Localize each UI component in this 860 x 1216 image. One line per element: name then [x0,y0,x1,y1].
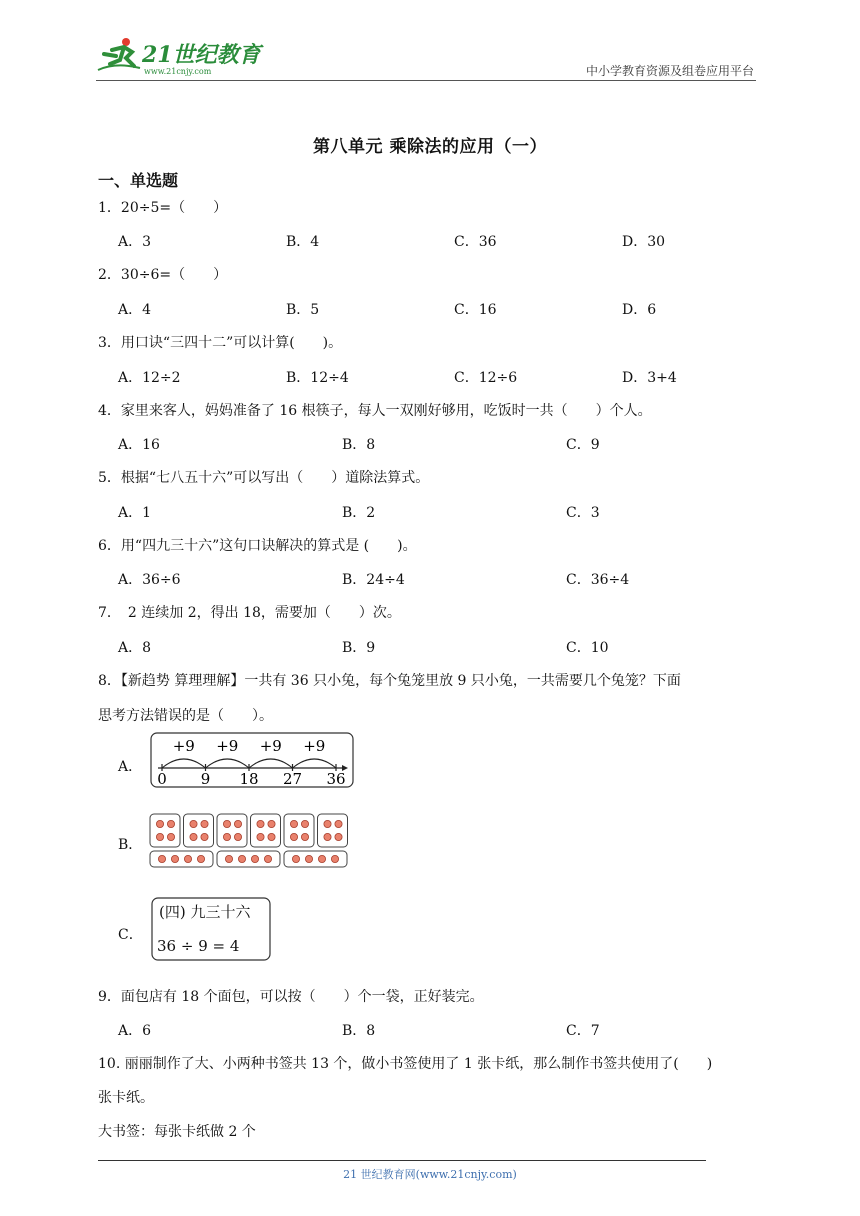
question-10-line-1: 10. 丽丽制作了大、小两种书签共 13 个，做小书签使用了 1 张卡纸，那么制作书签共使用了( ) [98,1056,713,1072]
question-8-line-1: 8．【新趋势 算理理解】一共有 36 只小兔，每个兔笼里放 9 只小兔，一共需要几个兔笼？下面 [98,673,681,689]
dot-group-box [184,814,214,847]
option-a: A．4 [118,302,152,318]
question-6: 6．用“四九三十六”这句口诀解决的算式是 ( )。 [98,538,417,554]
option-b: B．8 [342,437,376,453]
section-heading: 一、单选题 [98,171,179,190]
page-title: 第八单元 乘除法的应用（一） [313,137,547,157]
dot [190,820,197,827]
logo-text: 21世纪教育 [142,42,261,68]
dot [158,855,165,862]
option-a: A．6 [118,1023,152,1039]
logo-url: www.21cnjy.com [144,67,212,76]
option-a: A．3 [118,234,152,250]
dot-group-box [251,814,281,847]
number-line-figure [150,732,356,794]
option-c-label: C． [118,927,143,943]
question-10-line-2: 张卡纸。 [98,1090,154,1106]
dot [335,820,342,827]
option-b: B．12÷4 [286,370,349,386]
dot-group-box [284,814,314,847]
option-d: D．30 [622,234,666,250]
number-line-tick-label: 0 [157,770,167,788]
option-c: C．3 [566,505,600,521]
platform-name: 中小学教育资源及组卷应用平台 [585,64,754,78]
dot-group-box [318,814,348,847]
option-c: C．36 [454,234,497,250]
dot [268,833,275,840]
dot [264,855,271,862]
dot [257,820,264,827]
dot [290,833,297,840]
dot [257,833,264,840]
option-a: A．16 [118,437,160,453]
dot [156,833,163,840]
question-4: 4．家里来客人，妈妈准备了 16 根筷子，每人一双刚好够用，吃饭时一共（ ）个人。 [98,403,652,419]
dot [305,855,312,862]
dot-groups-figure [148,812,352,874]
number-line-tick-label: 9 [200,770,211,788]
option-b: B．5 [286,302,320,318]
dot [324,820,331,827]
card-rhyme: (四) 九三十六 [159,903,251,921]
jump-label: +9 [303,737,326,755]
dot-group-box [150,814,180,847]
dot [292,855,299,862]
brand-logo [96,34,266,78]
dot [234,820,241,827]
dot [331,855,338,862]
dot [238,855,245,862]
option-d: D．3+4 [622,370,677,386]
jump-label: +9 [259,737,282,755]
option-a: A．36÷6 [118,572,181,588]
dot [268,820,275,827]
jump-label: +9 [172,737,195,755]
dot [201,833,208,840]
option-a-label: A． [118,759,143,775]
option-b: B．4 [286,234,320,250]
dot [335,833,342,840]
dot [223,820,230,827]
option-b: B．9 [342,640,376,656]
dot [301,820,308,827]
jump-label: +9 [216,737,239,755]
dot [184,855,191,862]
dot [318,855,325,862]
number-line-tick-label: 18 [239,770,259,788]
option-c: C．10 [566,640,609,656]
question-5: 5．根据“七八五十六”可以写出（ ）道除法算式。 [98,470,430,486]
dot [324,833,331,840]
dot [167,820,174,827]
dot [197,855,204,862]
option-c: C．36÷4 [566,572,630,588]
option-c: C．12÷6 [454,370,518,386]
number-line-tick-label: 36 [326,770,346,788]
dot [251,855,258,862]
option-b-label: B． [118,837,143,853]
option-a: A．12÷2 [118,370,181,386]
question-1: 1．20÷5=（ ） [98,200,228,216]
option-c: C．16 [454,302,497,318]
runner-icon [98,38,140,70]
option-c: C．9 [566,437,600,453]
question-9: 9．面包店有 18 个面包，可以按（ ）个一袋，正好装完。 [98,989,484,1005]
question-7: 7． 2 连续加 2，得出 18，需要加（ ）次。 [98,605,401,621]
dot [171,855,178,862]
question-2: 2．30÷6=（ ） [98,267,228,283]
footer-divider [98,1160,706,1161]
dot [290,820,297,827]
question-10-line-3: 大书签：每张卡纸做 2 个 [98,1124,256,1140]
dot-group-box [217,814,247,847]
footer-text: 21 世纪教育网(www.21cnjy.com) [343,1168,517,1181]
question-8-line-2: 思考方法错误的是（ ）。 [98,708,273,724]
dot [201,820,208,827]
option-b: B．8 [342,1023,376,1039]
option-b: B．24÷4 [342,572,405,588]
dot [156,820,163,827]
dot [301,833,308,840]
number-line-tick-label: 27 [282,770,303,788]
option-b: B．2 [342,505,376,521]
dot [234,833,241,840]
option-c: C．7 [566,1023,600,1039]
dot [225,855,232,862]
dot [223,833,230,840]
header-divider [96,80,756,81]
option-a: A．1 [118,505,152,521]
option-a: A．8 [118,640,152,656]
question-3: 3．用口诀“三四十二”可以计算( )。 [98,335,343,351]
multiplication-card [151,897,273,967]
card-equation: 36 ÷ 9 = 4 [157,937,240,955]
dot [167,833,174,840]
option-d: D．6 [622,302,657,318]
dot [190,833,197,840]
